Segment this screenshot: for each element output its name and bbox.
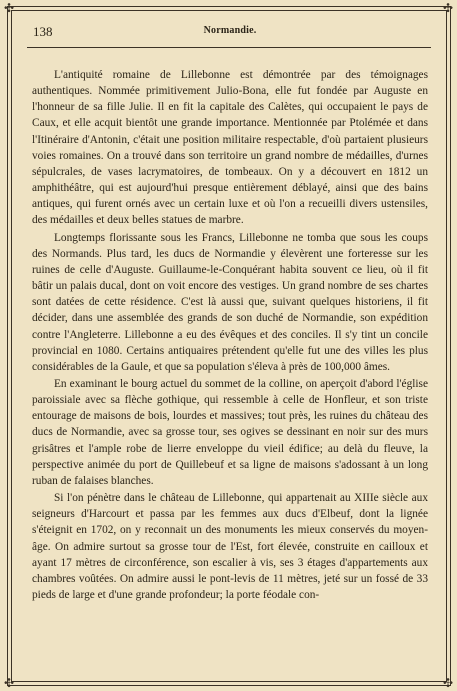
paragraph: Si l'on pénètre dans le château de Lillebonne, qui appartenait au XIIIe siècle aux seigneurs d'Harcourt et passa par les femmes aux ducs d'Elbeuf, dont la lignée s'éteignit en 1702, on y reconnait un des monuments les mieux conservés du moyen-âge. On admire surtout sa grosse tour de l'Est, fort élevée, construite en cailloux et ayant 17 mètres de circonférence, son escalier à vis, ses 3 étages d'appartements aux chambres voûtées. On admire aussi le pont-levis de 11 mètres, jeté sur un fossé de 33 pieds de large et d'une grande profondeur; la porte féodale con- (32, 492, 428, 601)
running-title: Normandie. (203, 25, 257, 36)
paragraph: En examinant le bourg actuel du sommet de la colline, on aperçoit d'abord l'église paroissiale avec sa flèche gothique, qui ressemble à celle de Honfleur, et son triste entourage de maisons de bois, lourdes et massives; tout près, les ruines du château des ducs de Normandie, avec sa grosse tour, ses ogives se dessinant en noir sur des murs grisâtres et l'ample robe de lierre enveloppe du vieil édifice; au delà du fleuve, la perspective animée du port de Quillebeuf et sa ligne de maisons s'adossant à un long ruban de falaises blanches. (32, 377, 428, 487)
corner-ornament-icon: ✣ (442, 1, 454, 15)
header-rule (27, 47, 431, 48)
paragraph: Longtemps florissante sous les Francs, Lillebonne ne tomba que sous les coups des Normands. Plus tard, les ducs de Normandie y élevèrent une forteresse sur les ruines de celle d'Auguste. Guillaume-le-Conquérant habita souvent ce lieu, où il fit bâtir un palais ducal, dont on voit encore des vestiges. Un grand nombre de ses chartes sont datées de cette résidence. C'est là aussi que, suivant quelques historiens, il fit décider, dans une assemblée des grands de son duché de Normandie, son expédition contre l'Angleterre. Lillebonne a eu des évêques et des conciles. Il s'y tint un concile provincial en 1080. Certains antiquaires prétendent qu'elle fut une des villes les plus considérables de la Gaule, et que sa population s'éleva à près de 100,000 âmes. (32, 231, 428, 373)
corner-ornament-icon: ✣ (442, 676, 454, 690)
corner-ornament-icon: ✣ (3, 676, 15, 690)
body-text (32, 67, 428, 603)
corner-ornament-icon: ✣ (3, 1, 15, 15)
page-header (30, 24, 430, 42)
paragraph: L'antiquité romaine de Lillebonne est démontrée par des témoignages authentiques. Nommée primitivement Julio-Bona, elle fut fondée par Auguste en l'honneur de sa fille Julie. Il en fit la capitale des Calètes, qui occupaient le pays de Caux, et elle acquit bientôt une grande importance. Mentionnée par Ptolémée et dans l'Itinéraire d'Antonin, c'était une position militaire respectable, d'où partaient plusieurs voies romaines. On a trouvé dans son territoire un grand nombre de médailles, d'urnes sépulcrales, de vases lacrymatoires, de tombeaux. On y a découvert en 1812 un amphithéâtre, qui est aujourd'hui presque entièrement déblayé, ainsi que des bains antiques, qui furent ornés avec un certain luxe et où l'on a recueilli divers ustensiles, des médailles et deux belles statues de marbre. (32, 69, 428, 227)
page-number: 138 (33, 24, 53, 39)
